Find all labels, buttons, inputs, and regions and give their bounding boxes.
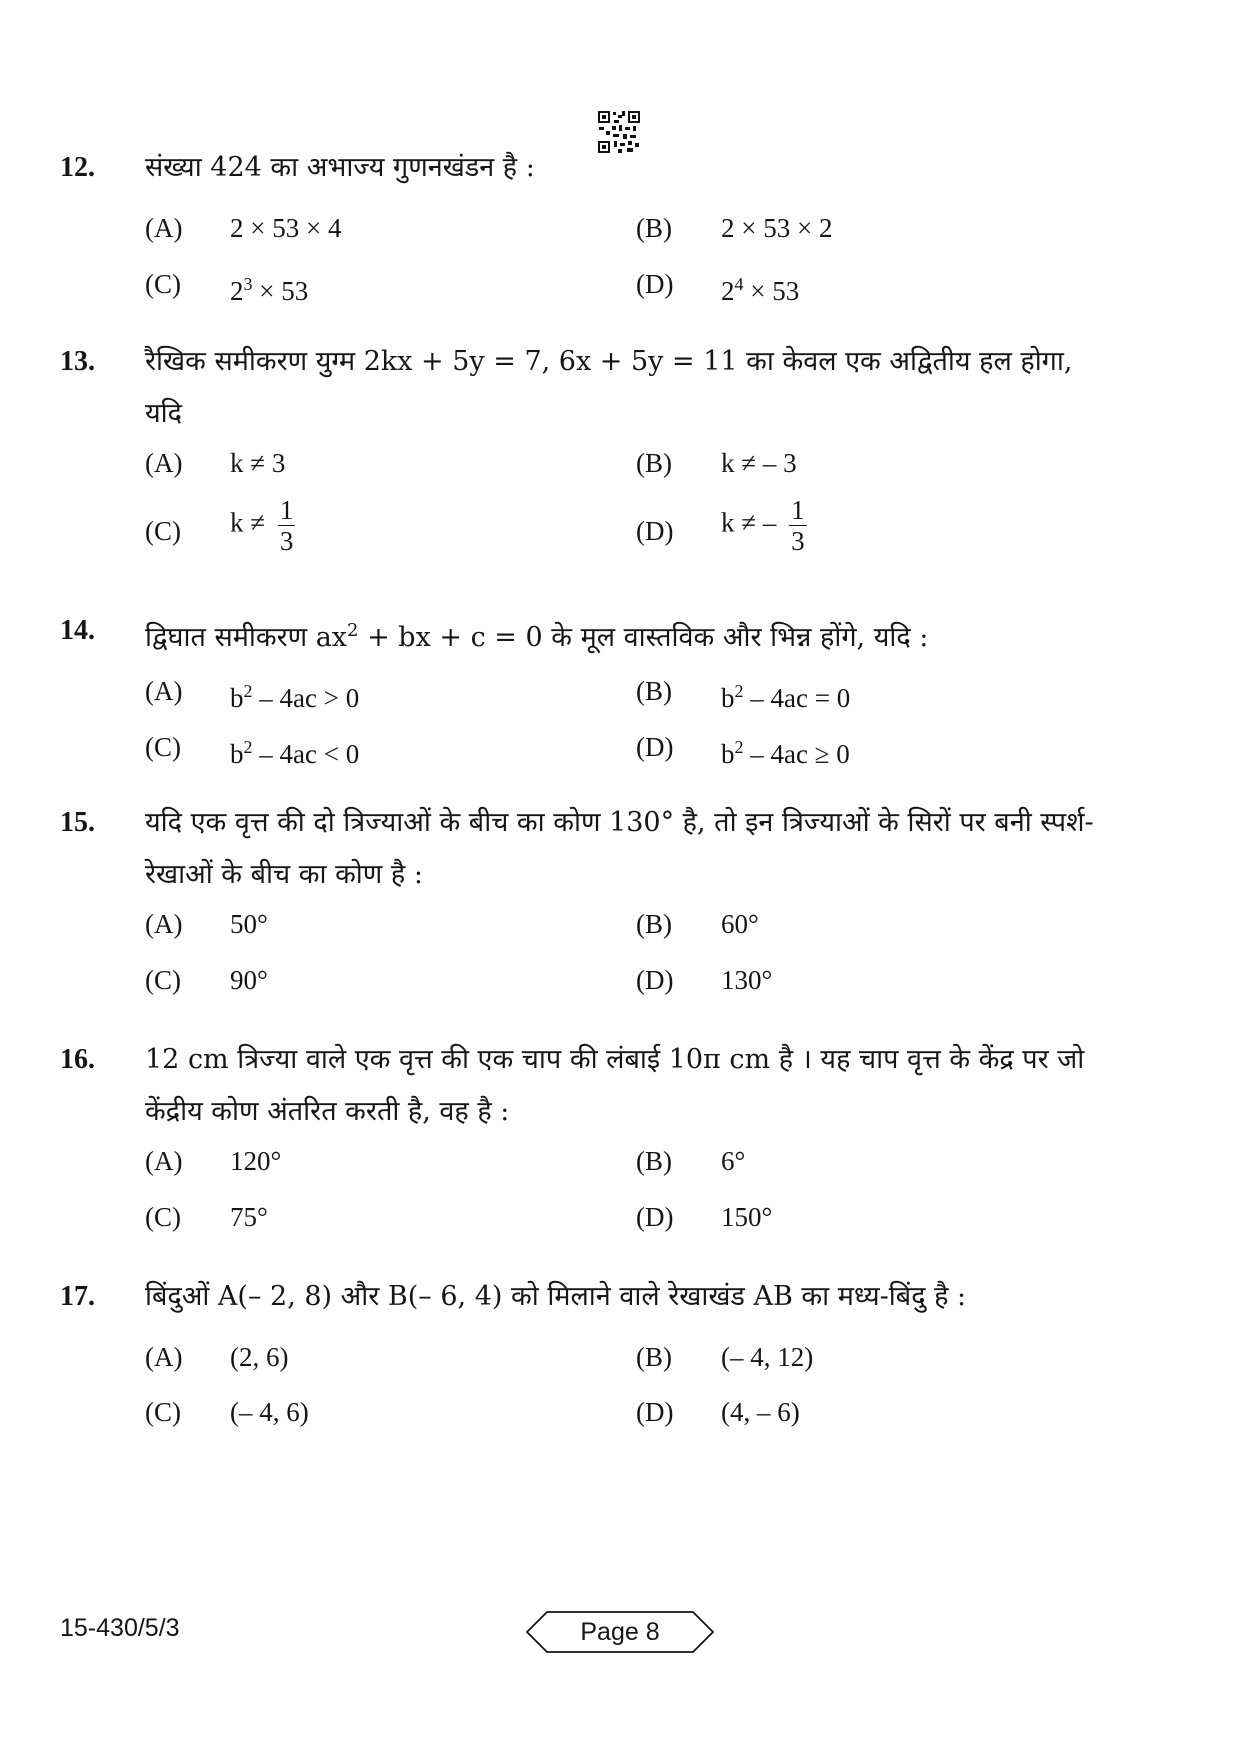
question-text: बिंदुओं A(– 2, 8) और B(– 6, 4) को मिलाने वाले रेखाखंड AB का मध्य-बिंदु है : (145, 1281, 967, 1312)
option-value: (2, 6) (230, 1342, 289, 1372)
option-label: (D) (636, 1397, 674, 1427)
question-number: 17. (60, 1281, 95, 1312)
option-value: k ≠ 3 (230, 448, 286, 478)
question-text: यदि एक वृत्त की दो त्रिज्याओं के बीच का कोण 130° है, तो इन त्रिज्याओं के सिरों पर बनी स्पर्श-रेखाओं के बीच का कोण है : (145, 807, 1094, 890)
question-number: 16. (60, 1044, 95, 1075)
option-value: 75° (230, 1202, 268, 1232)
option-label: (A) (145, 1342, 183, 1372)
option-value: 60° (721, 909, 759, 939)
option-value: $b^2 - 4ac > 0$ (230, 681, 360, 713)
option-value: k ≠ $\frac{1}{3}$ (230, 495, 294, 556)
page-number-badge (525, 1610, 715, 1654)
option-label: (D) (636, 965, 674, 995)
option-value: $2^3 \times 53$ (230, 274, 309, 306)
option-label: (C) (145, 965, 181, 995)
option-label: (A) (145, 909, 183, 939)
option-value: (– 4, 6) (230, 1397, 309, 1427)
option-value: $2^4 \times 53$ (721, 274, 800, 306)
option-label: (B) (636, 1342, 672, 1372)
option-value: $b^2 - 4ac \ge 0$ (721, 737, 850, 769)
question-number: 13. (60, 346, 95, 377)
question-number: 12. (60, 152, 95, 183)
option-label: (A) (145, 213, 183, 243)
option-value: 2 × 53 × 2 (721, 213, 833, 243)
question-text: 12 cm त्रिज्या वाले एक वृत्त की एक चाप की लंबाई 10π cm है । यह चाप वृत्त के केंद्र पर जो केंद्रीय कोण अंतरित करती है, वह है : (145, 1044, 1085, 1127)
option-label: (C) (145, 269, 181, 299)
fraction: $\frac{1}{3}$ (279, 495, 294, 556)
option-value: 120° (230, 1146, 282, 1176)
option-value: 130° (721, 965, 773, 995)
option-label: (C) (145, 1397, 181, 1427)
question-text: रैखिक समीकरण युग्म 2kx + 5y = 7, 6x + 5y = 11 का केवल एक अद्वितीय हल होगा, यदि (145, 346, 1073, 429)
option-label: (B) (636, 448, 672, 478)
option-value: 90° (230, 965, 268, 995)
option-label: (D) (636, 1202, 674, 1232)
option-label: (C) (145, 732, 181, 762)
question-text: संख्या 424 का अभाज्य गुणनखंडन है : (145, 152, 535, 183)
option-label: (C) (145, 1202, 181, 1232)
option-value: $b^2 - 4ac = 0$ (721, 681, 851, 713)
option-label: (D) (636, 516, 674, 546)
question-text: द्विघात समीकरण $ax^2$ + bx + c = 0 के मूल वास्तविक और भिन्न होंगे, यदि : (145, 620, 929, 653)
option-value: 6° (721, 1146, 746, 1176)
option-value: (– 4, 12) (721, 1342, 814, 1372)
option-label: (B) (636, 909, 672, 939)
option-label: (B) (636, 676, 672, 706)
fraction: $\frac{1}{3}$ (791, 495, 805, 556)
option-label: (C) (145, 516, 181, 546)
option-value: 50° (230, 909, 268, 939)
option-label: (B) (636, 1146, 672, 1176)
option-value: k ≠ – $\frac{1}{3}$ (721, 495, 805, 556)
option-value: (4, – 6) (721, 1397, 800, 1427)
paper-code: 15-430/5/3 (60, 1614, 180, 1642)
option-label: (D) (636, 269, 674, 299)
option-label: (A) (145, 676, 183, 706)
page-label: Page 8 (580, 1618, 660, 1646)
option-value: 150° (721, 1202, 773, 1232)
option-value: $b^2 - 4ac < 0$ (230, 737, 360, 769)
option-label: (B) (636, 213, 672, 243)
option-value: k ≠ – 3 (721, 448, 797, 478)
option-label: (A) (145, 1146, 183, 1176)
question-number: 15. (60, 807, 95, 838)
option-value: 2 × 53 × 4 (230, 213, 342, 243)
question-number: 14. (60, 615, 95, 646)
option-label: (A) (145, 448, 183, 478)
option-label: (D) (636, 732, 674, 762)
